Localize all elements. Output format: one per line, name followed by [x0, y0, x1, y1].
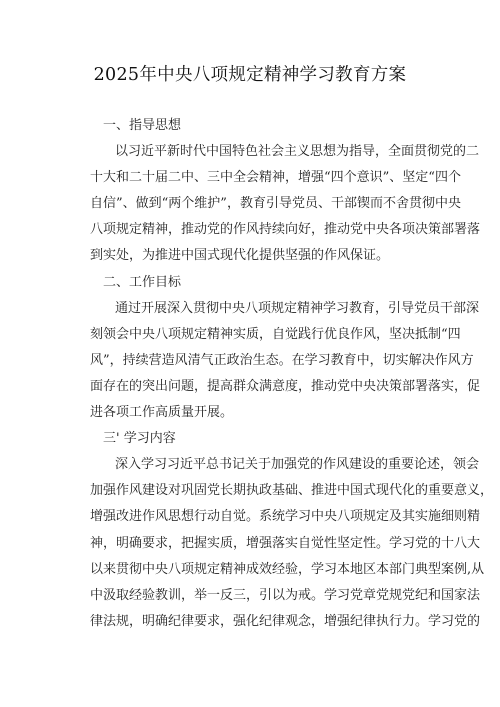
paragraph-line: 进各项工作高质量开展。	[90, 405, 234, 421]
section-heading-study-content: 三' 学习内容	[103, 431, 176, 447]
paragraph-line: 神，明确要求，把握实质，增强落实自觉性坚定性。学习党的十八大	[90, 535, 481, 551]
paragraph-line: 通过开展深入贯彻中央八项规定精神学习教育，引导党员干部深	[115, 300, 480, 316]
paragraph-line: 以来贯彻中央八项规定精神成效经验，学习本地区本部门典型案例,从	[90, 561, 485, 577]
paragraph-line: 刻领会中央八项规定精神实质，自觉践行优良作风，坚决抵制“四	[90, 326, 461, 342]
paragraph-line: 风”，持续营造风清气正政治生态。在学习教育中，切实解决作风方	[90, 352, 474, 368]
paragraph-line: 以习近平新时代中国特色社会主义思想为指导，全面贯彻党的二	[115, 144, 480, 160]
section-heading-work-goals: 二、工作目标	[103, 274, 182, 290]
paragraph-line: 中汲取经验教训，举一反三，引以为戒。学习党章党规党纪和国家法	[90, 587, 481, 603]
paragraph-line: 增强改进作风思想行动自觉。系统学习中央八项规定及其实施细则精	[90, 509, 481, 525]
paragraph-line: 律法规，明确纪律要求，强化纪律观念，增强纪律执行力。学习党的	[90, 613, 481, 629]
document-body	[90, 113, 494, 635]
section-heading-guiding-ideology: 一、指导思想	[103, 118, 182, 133]
document-title: 2025年中央八项规定精神学习教育方案	[93, 65, 407, 85]
paragraph-line: 深入学习习近平总书记关于加强党的作风建设的重要论述，领会	[115, 457, 480, 473]
paragraph-line: 八项规定精神，推动党的作风持续向好，推动党中央各项决策部署落	[90, 222, 481, 238]
paragraph-line: 十大和二十届二中、三中全会精神，增强“四个意识”、坚定“四个	[90, 170, 461, 186]
paragraph-line: 加强作风建设对巩固党长期执政基础、推进中国式现代化的重要意义，	[90, 483, 494, 499]
paragraph-line: 面存在的突出问题，提高群众满意度，推动党中央决策部署落实，促	[90, 378, 481, 394]
paragraph-line: 自信”、做到“两个维护”，教育引导党员、干部锲而不舍贯彻中央	[90, 196, 461, 212]
paragraph-line: 到实处，为推进中国式现代化提供坚强的作风保证。	[90, 248, 390, 264]
